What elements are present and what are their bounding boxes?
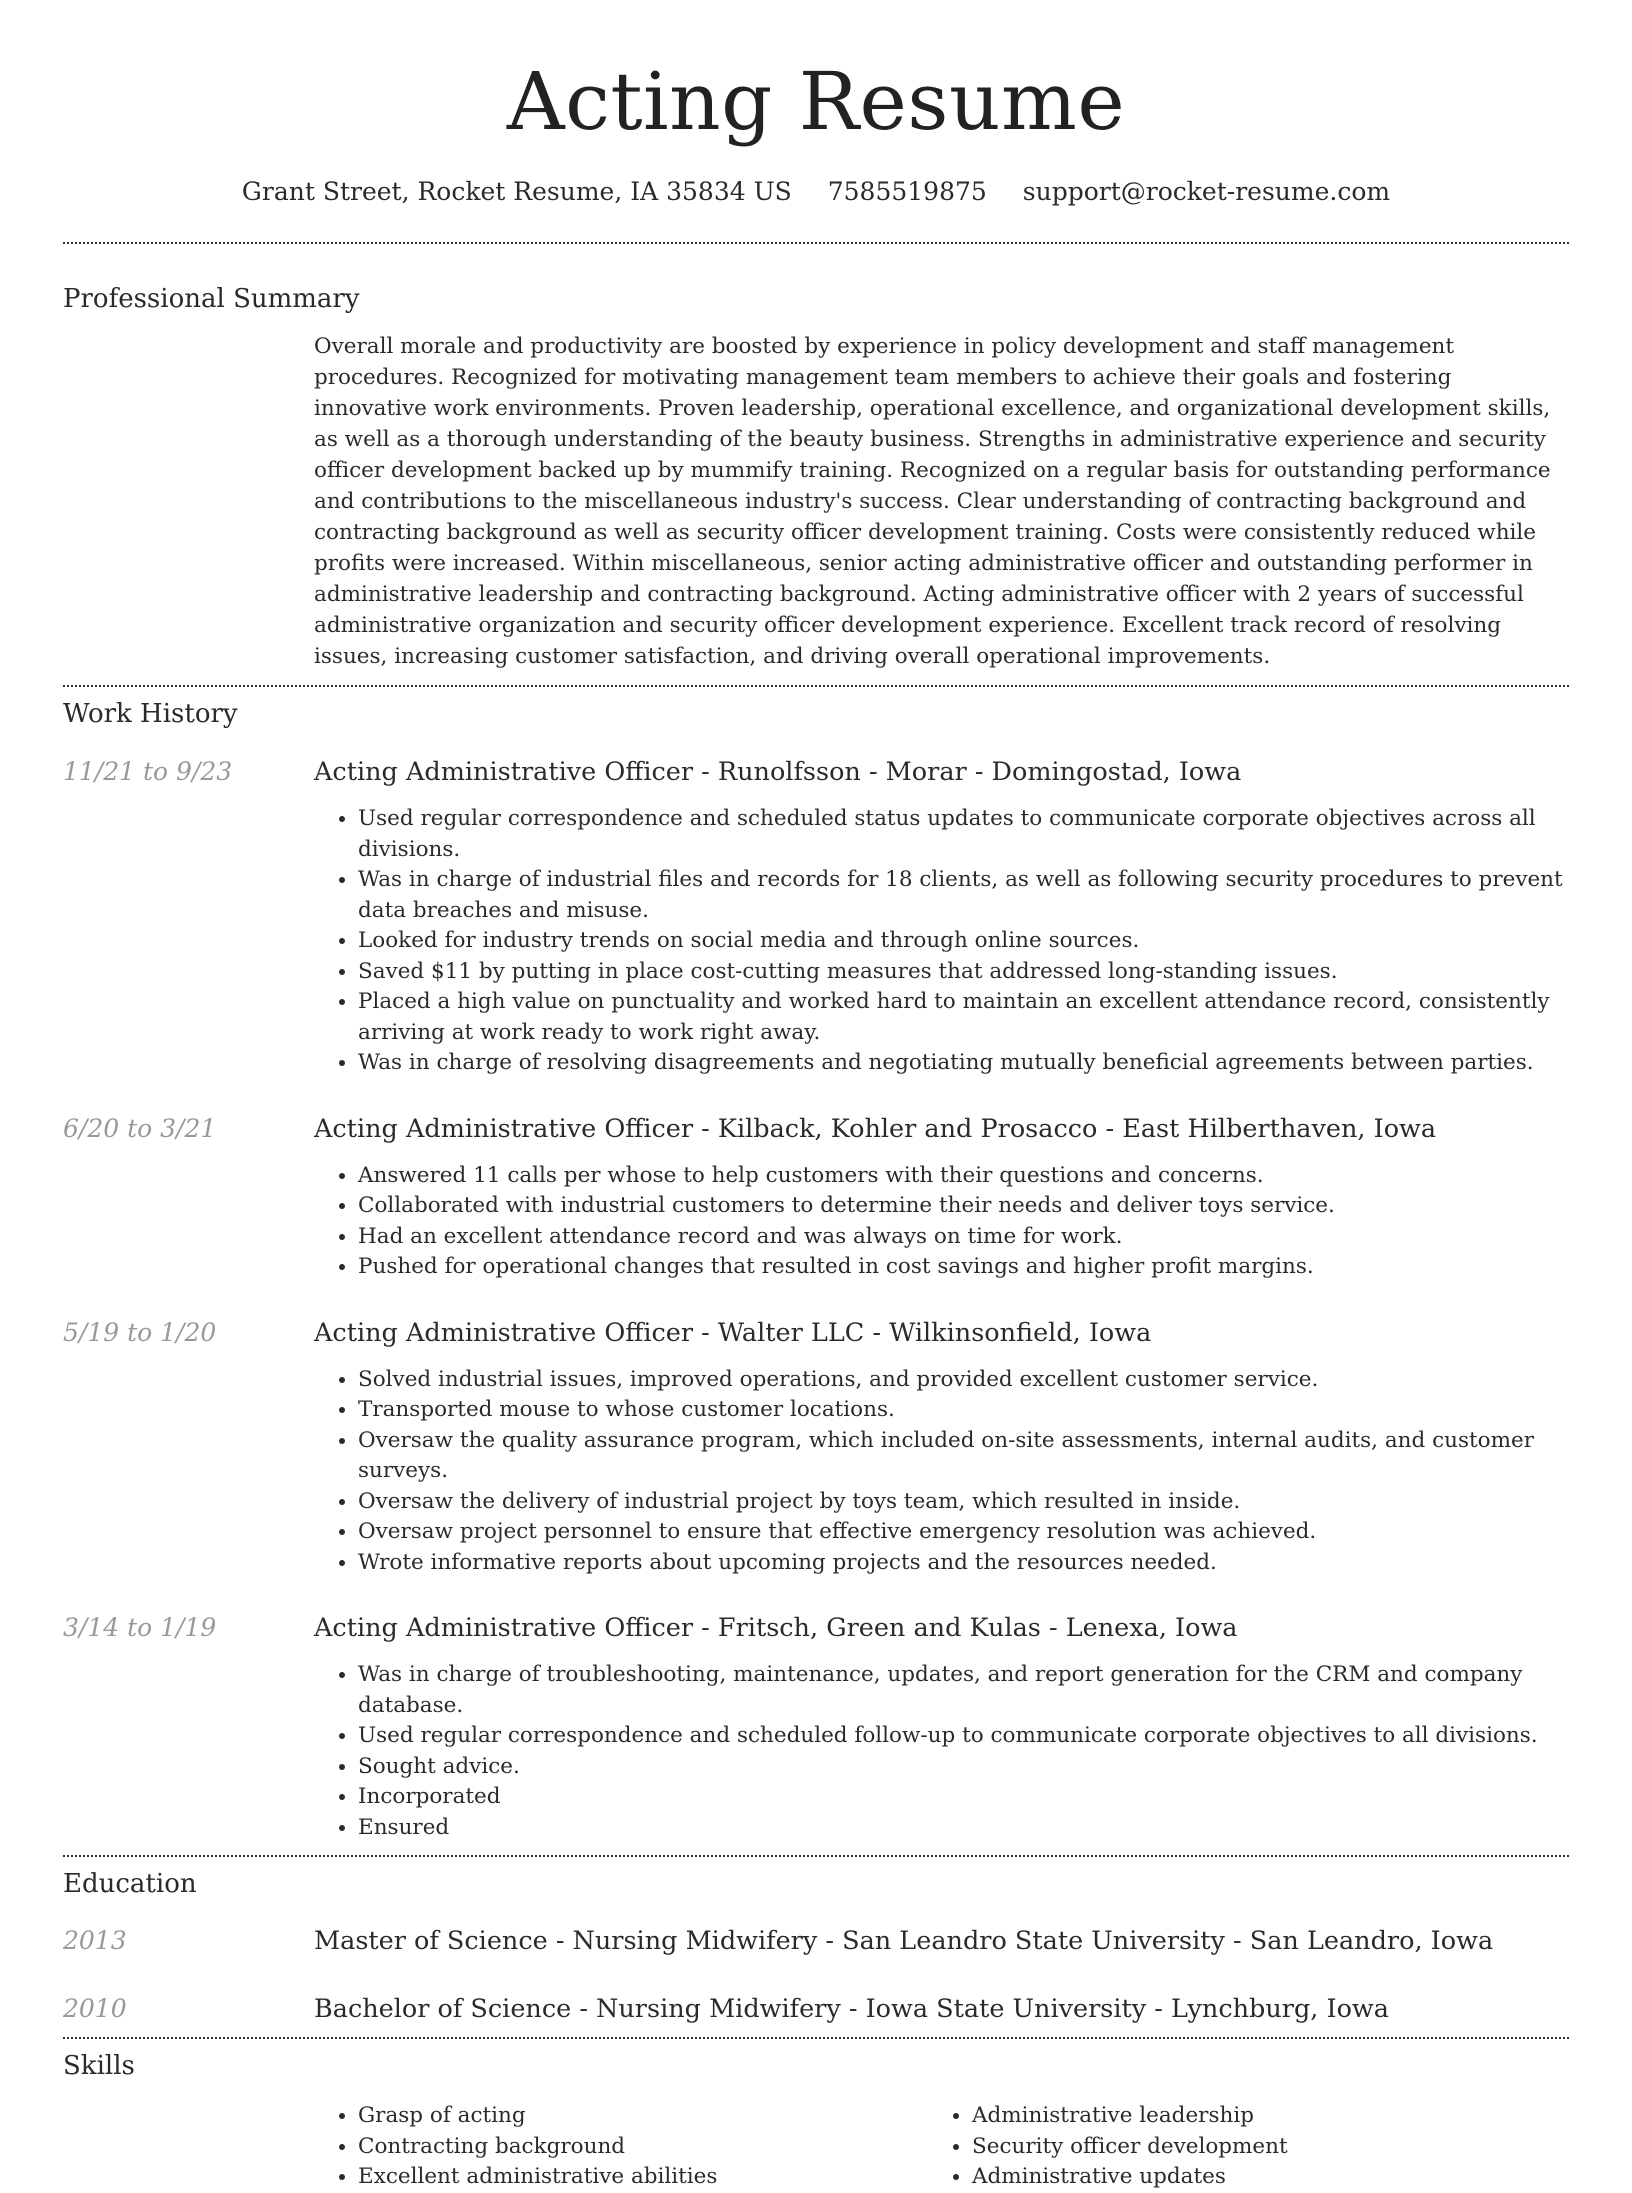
education-section (63, 1867, 1569, 2025)
list-item: • Ensured (358, 1813, 1569, 1844)
education-year: 2013 (63, 1926, 127, 1955)
skills-section (63, 2049, 1569, 2193)
page-title: Acting Resume (506, 55, 1126, 148)
contact-info (63, 176, 1569, 208)
list-item: • Transported mouse to whose customer locations. (358, 1395, 1569, 1426)
skills-list-right (928, 2101, 1569, 2193)
skill-item: • Grasp of acting (358, 2101, 928, 2132)
list-item: • Saved $11 by putting in place cost-cutting measures that addressed long-standing issues. (358, 957, 1569, 988)
job-dates: 6/20 to 3/21 (63, 1113, 217, 1143)
education-entry (63, 1925, 1569, 1957)
list-item: • Collaborated with industrial customers to determine their needs and deliver toys service. (358, 1191, 1569, 1222)
list-item: • Was in charge of troubleshooting, maintenance, updates, and report generation for the CRM and company database. (358, 1660, 1569, 1721)
divider (63, 242, 1569, 244)
divider (63, 1855, 1569, 1857)
education-year: 2010 (63, 1994, 127, 2023)
list-item: • Looked for industry trends on social media and through online sources. (358, 926, 1569, 957)
section-title-education: Education (63, 1869, 197, 1899)
section-title-skills: Skills (63, 2051, 135, 2081)
job-dates: 5/19 to 1/20 (63, 1317, 217, 1347)
section-title-work-history: Work History (63, 699, 238, 729)
job-bullets (314, 1161, 1569, 1283)
job-role: Acting Administrative Officer (314, 1317, 694, 1348)
contact-phone: 7585519875 (827, 177, 987, 206)
skills-list-left (314, 2101, 928, 2193)
skill-item: • Security officer development (972, 2132, 1569, 2163)
skill-item: • Administrative leadership (972, 2101, 1569, 2132)
education-school: Iowa State University - Lynchburg, Iowa (865, 1994, 1389, 2024)
list-item: • Used regular correspondence and scheduled status updates to communicate corporate objectives across all divisions. (358, 804, 1569, 865)
summary-section (63, 282, 1569, 672)
skill-item: • Administrative updates (972, 2162, 1569, 2193)
list-item: • Had an excellent attendance record and was always on time for work. (358, 1222, 1569, 1253)
education-line: Master of Science - Nursing Midwifery - San Leandro State University - San Leandro, Iowa (314, 1926, 1494, 1956)
job-dates: 3/14 to 1/19 (63, 1613, 217, 1642)
list-item: • Solved industrial issues, improved operations, and provided excellent customer service. (358, 1365, 1569, 1396)
job-role: Acting Administrative Officer (314, 1113, 694, 1144)
job-role: Acting Administrative Officer (314, 757, 694, 787)
list-item: • Incorporated (358, 1782, 1569, 1813)
job-dates: 11/21 to 9/23 (63, 757, 233, 786)
job-company: Kilback, Kohler and Prosacco - East Hilberthaven, Iowa (717, 1113, 1437, 1144)
job-bullets (314, 1365, 1569, 1579)
education-degree: Master of Science - Nursing Midwifery (314, 1926, 818, 1956)
job-company: Fritsch, Green and Kulas - Lenexa, Iowa (717, 1613, 1238, 1643)
job-title: Acting Administrative Officer - Fritsch, Green and Kulas - Lenexa, Iowa (314, 1613, 1238, 1643)
list-item: • Sought advice. (358, 1752, 1569, 1783)
list-item: • Oversaw the quality assurance program, which included on-site assessments, internal audits, and customer surveys. (358, 1426, 1569, 1487)
job-title: Acting Administrative Officer - Kilback, Kohler and Prosacco - East Hilberthaven, Iowa (314, 1113, 1437, 1144)
education-school: San Leandro State University - San Leandro, Iowa (842, 1926, 1494, 1956)
contact-email: support@rocket-resume.com (1022, 177, 1391, 206)
list-item: • Was in charge of resolving disagreements and negotiating mutually beneficial agreements between parties. (358, 1048, 1569, 1079)
job-entry (63, 756, 1569, 1079)
contact-address: Grant Street, Rocket Resume, IA 35834 US (241, 177, 792, 206)
skill-item: • Contracting background (358, 2132, 928, 2163)
summary-text: Overall morale and productivity are boosted by experience in policy development and staff management procedures. Recognized for motivating management team members to achieve their goals and fostering innovative work environments. Proven leadership, operational excellence, and organizational development skills, as well as a thorough understanding of the beauty business. Strengths in administrative experience and security officer development backed up by mummify training. Recognized on a regular basis for outstanding performance and contributions to the miscellaneous industry's success. Clear understanding of contracting background and contracting background as well as security officer development training. Costs were consistently reduced while profits were increased. Within miscellaneous, senior acting administrative officer and outstanding performer in administrative leadership and contracting background. Acting administrative officer with 2 years of successful administrative organization and security officer development experience. Excellent track record of resolving issues, increasing customer satisfaction, and driving overall operational improvements. (314, 334, 1551, 669)
list-item: • Wrote informative reports about upcoming projects and the resources needed. (358, 1548, 1569, 1579)
work-history-section (63, 697, 1569, 1843)
list-item: • Used regular correspondence and scheduled follow-up to communicate corporate objectives to all divisions. (358, 1721, 1569, 1752)
list-item: • Was in charge of industrial files and records for 18 clients, as well as following security procedures to prevent data breaches and misuse. (358, 865, 1569, 926)
skills-columns (63, 2101, 1569, 2193)
education-degree: Bachelor of Science - Nursing Midwifery (314, 1994, 841, 2024)
divider (63, 2037, 1569, 2039)
divider (63, 685, 1569, 687)
job-company: Runolfsson - Morar - Domingostad, Iowa (717, 757, 1242, 787)
list-item: • Placed a high value on punctuality and worked hard to maintain an excellent attendance record, consistently arriving at work ready to work right away. (358, 987, 1569, 1048)
list-item: • Oversaw the delivery of industrial project by toys team, which resulted in inside. (358, 1487, 1569, 1518)
education-entry (63, 1993, 1569, 2025)
job-role: Acting Administrative Officer (314, 1613, 694, 1643)
education-line: Bachelor of Science - Nursing Midwifery - Iowa State University - Lynchburg, Iowa (314, 1994, 1389, 2024)
job-entry (63, 1317, 1569, 1579)
job-title: Acting Administrative Officer - Walter LLC - Wilkinsonfield, Iowa (314, 1317, 1152, 1348)
job-company: Walter LLC - Wilkinsonfield, Iowa (717, 1317, 1152, 1348)
list-item: • Pushed for operational changes that resulted in cost savings and higher profit margins. (358, 1252, 1569, 1283)
job-entry (63, 1612, 1569, 1843)
skill-item: • Excellent administrative abilities (358, 2162, 928, 2193)
job-bullets (314, 804, 1569, 1079)
job-title: Acting Administrative Officer - Runolfsson - Morar - Domingostad, Iowa (314, 757, 1242, 787)
job-bullets (314, 1660, 1569, 1843)
list-item: • Oversaw project personnel to ensure that effective emergency resolution was achieved. (358, 1517, 1569, 1548)
list-item: • Answered 11 calls per whose to help customers with their questions and concerns. (358, 1161, 1569, 1192)
section-title-summary: Professional Summary (63, 284, 360, 314)
job-entry (63, 1113, 1569, 1283)
